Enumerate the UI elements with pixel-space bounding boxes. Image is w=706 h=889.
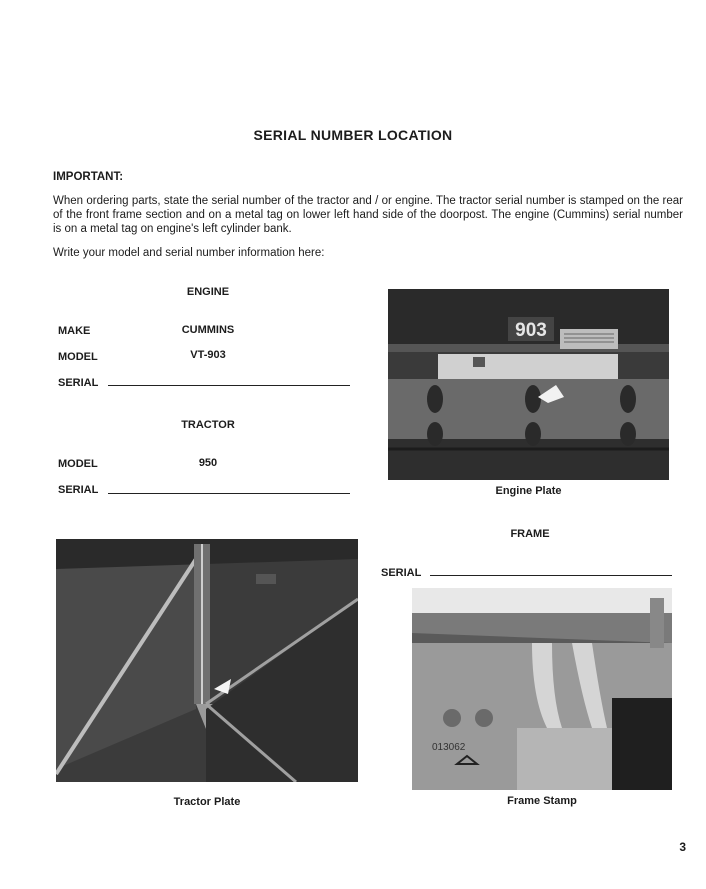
tractor-plate-caption: Tractor Plate (173, 796, 241, 808)
tractor-heading: TRACTOR (181, 419, 235, 431)
tractor-serial-line (108, 493, 350, 494)
write-prompt: Write your model and serial number information here: (53, 247, 325, 259)
tractor-serial-label: SERIAL (58, 484, 99, 496)
frame-stamp-photo (412, 588, 672, 790)
instructions-paragraph: When ordering parts, state the serial number of the tractor and / or engine. The tractor serial number is stamped on the rear of the front frame section and on a metal tag on lower left hand side of the doorpost. The engine (Cummins) serial number is on a metal tag on engine's left cylinder bank. (53, 195, 683, 235)
tractor-model-value: 950 (198, 457, 218, 469)
important-label: IMPORTANT: (53, 171, 124, 183)
tractor-plate-illustration (56, 539, 358, 782)
frame-serial-line (430, 575, 672, 576)
engine-plate-photo (388, 289, 669, 480)
frame-heading: FRAME (510, 528, 550, 540)
frame-stamp-illustration (412, 588, 672, 790)
tractor-model-label: MODEL (58, 458, 98, 470)
frame-stamp-caption: Frame Stamp (507, 795, 577, 807)
frame-stamp-text: 013062 (432, 742, 466, 753)
engine-make-value: CUMMINS (181, 324, 235, 336)
engine-model-value: VT-903 (190, 349, 226, 361)
frame-serial-label: SERIAL (381, 567, 422, 579)
tractor-plate-photo (56, 539, 358, 782)
page-title: SERIAL NUMBER LOCATION (253, 127, 453, 143)
page-number: 3 (679, 840, 686, 854)
engine-stamp-text: 903 (515, 320, 547, 341)
engine-plate-illustration (388, 289, 669, 480)
engine-heading: ENGINE (186, 286, 230, 298)
engine-serial-label: SERIAL (58, 377, 99, 389)
engine-serial-line (108, 385, 350, 386)
engine-make-label: MAKE (58, 325, 91, 337)
engine-plate-caption: Engine Plate (495, 485, 562, 497)
engine-model-label: MODEL (58, 351, 98, 363)
